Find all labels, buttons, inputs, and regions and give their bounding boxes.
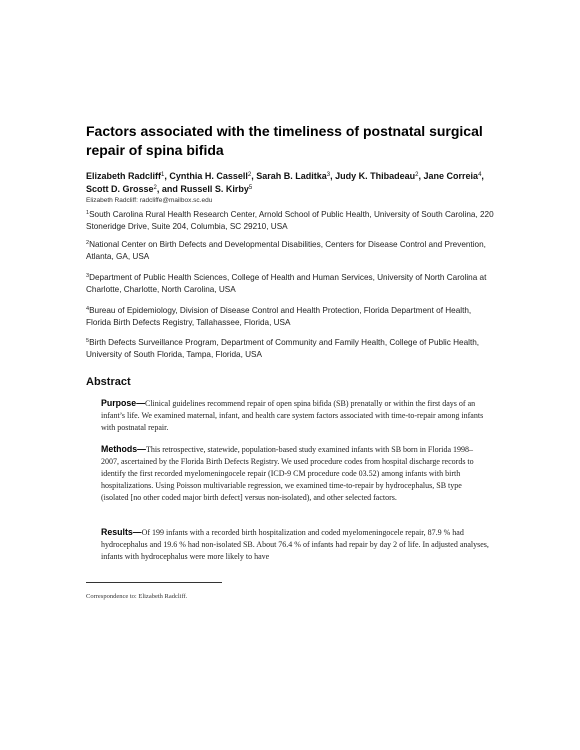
affiliation-text: Birth Defects Surveillance Program, Department of Community and Family Health, College of Public Health, University of South Florida, Tampa, Florida, USA <box>86 338 480 359</box>
abstract-methods <box>101 443 489 504</box>
section-lead: Methods— <box>101 444 146 454</box>
affiliation-4 <box>86 305 494 329</box>
author-separator: , <box>164 171 170 181</box>
author-separator: , and <box>156 184 181 194</box>
author-list <box>86 170 506 196</box>
author-name: Cynthia H. Cassell <box>169 171 248 181</box>
affiliation-text: Bureau of Epidemiology, Division of Disease Control and Health Protection, Florida Department of Health, Florida Birth Defects Registry, Tallahassee, Florida, USA <box>86 306 472 327</box>
author-affiliation-mark: 5 <box>248 185 253 191</box>
author <box>86 171 169 181</box>
abstract-heading: Abstract <box>86 376 131 388</box>
affiliation-mark: 4 <box>86 306 90 312</box>
author-affiliation-mark: 2 <box>153 185 157 191</box>
abstract-results <box>101 526 489 563</box>
affiliation-text: Department of Public Health Sciences, College of Health and Human Services, University of North Carolina at Charlotte, Charlotte, North Carolina, USA <box>86 273 487 294</box>
author-name: Scott D. Grosse <box>86 184 154 194</box>
author-affiliation-mark: 4 <box>478 172 482 178</box>
author-name: Russell S. Kirby <box>180 184 249 194</box>
footnote-rule <box>86 582 222 583</box>
affiliation-text: South Carolina Rural Health Research Center, Arnold School of Public Health, University of South Carolina, 220 Stoneridge Drive, Suite 204, Columbia, SC 29210, USA <box>86 210 494 231</box>
paper-title: Factors associated with the timeliness of postnatal surgical repair of spina bifida <box>86 123 483 158</box>
corresponding-email: Elizabeth Radcliff: radcliffe@mailbox.sc.edu <box>86 197 213 204</box>
affiliation-5 <box>86 337 494 361</box>
author-name: Judy K. Thibadeau <box>335 171 416 181</box>
correspondence-footnote: Correspondence to: Elizabeth Radcliff. <box>86 593 188 600</box>
affiliation-mark: 1 <box>86 210 90 216</box>
affiliation-1 <box>86 209 494 233</box>
affiliation-3 <box>86 272 494 296</box>
author <box>335 171 423 181</box>
author-separator: , <box>251 171 257 181</box>
affiliation-mark: 3 <box>86 273 90 279</box>
section-text: Clinical guidelines recommend repair of open spina bifida (SB) prenatally or within the first days of an infant’s life. We examined maternal, infant, and health care system factors associated with time-to-repair among infants with postnatal repair. <box>101 399 484 432</box>
affiliation-mark: 2 <box>86 240 90 246</box>
affiliation-text: National Center on Birth Defects and Developmental Disabilities, Centers for Disease Control and Prevention, Atlanta, GA, USA <box>86 240 486 261</box>
author-affiliation-mark: 2 <box>247 172 252 178</box>
author <box>180 184 252 194</box>
author <box>169 171 256 181</box>
author-affiliation-mark: 2 <box>415 172 419 178</box>
affiliation-mark: 5 <box>86 338 90 344</box>
author-separator: , <box>481 171 484 181</box>
section-lead: Purpose— <box>101 398 145 408</box>
section-text: Of 199 infants with a recorded birth hospitalization and coded myelomeningocele repair, 87.9 % had hydrocephalus and 19.6 % had non-isolated SB. About 76.4 % of infants had repair by day 2 of life. In adjusted analyses, infants with hydrocephalus were more likely to have <box>101 528 489 561</box>
section-text: This retrospective, statewide, population-based study examined infants with SB born in Florida 1998–2007, ascertained by the Florida Birth Defects Registry. We used procedure codes from hospital discharge records to identify the first recorded myelomeningocele repair (ICD-9 CM procedure code 03.52) among infants with birth hospitalizations. Using Poisson multivariable regression, we examined time-to-repair by hydrocephalus, SB type (isolated [no other coded major birth defect] versus non-isolated), and other selected factors. <box>101 445 474 502</box>
author-name: Elizabeth Radcliff <box>86 171 162 181</box>
author <box>86 184 180 194</box>
author-affiliation-mark: 1 <box>161 172 165 178</box>
affiliation-2 <box>86 239 494 263</box>
author-name: Sarah B. Laditka <box>256 171 327 181</box>
section-lead: Results— <box>101 527 142 537</box>
author-affiliation-mark: 3 <box>326 172 331 178</box>
author <box>256 171 335 181</box>
author-name: Jane Correia <box>423 171 479 181</box>
author-separator: , <box>418 171 424 181</box>
author <box>424 171 484 181</box>
abstract-purpose <box>101 397 489 434</box>
author-separator: , <box>330 171 336 181</box>
